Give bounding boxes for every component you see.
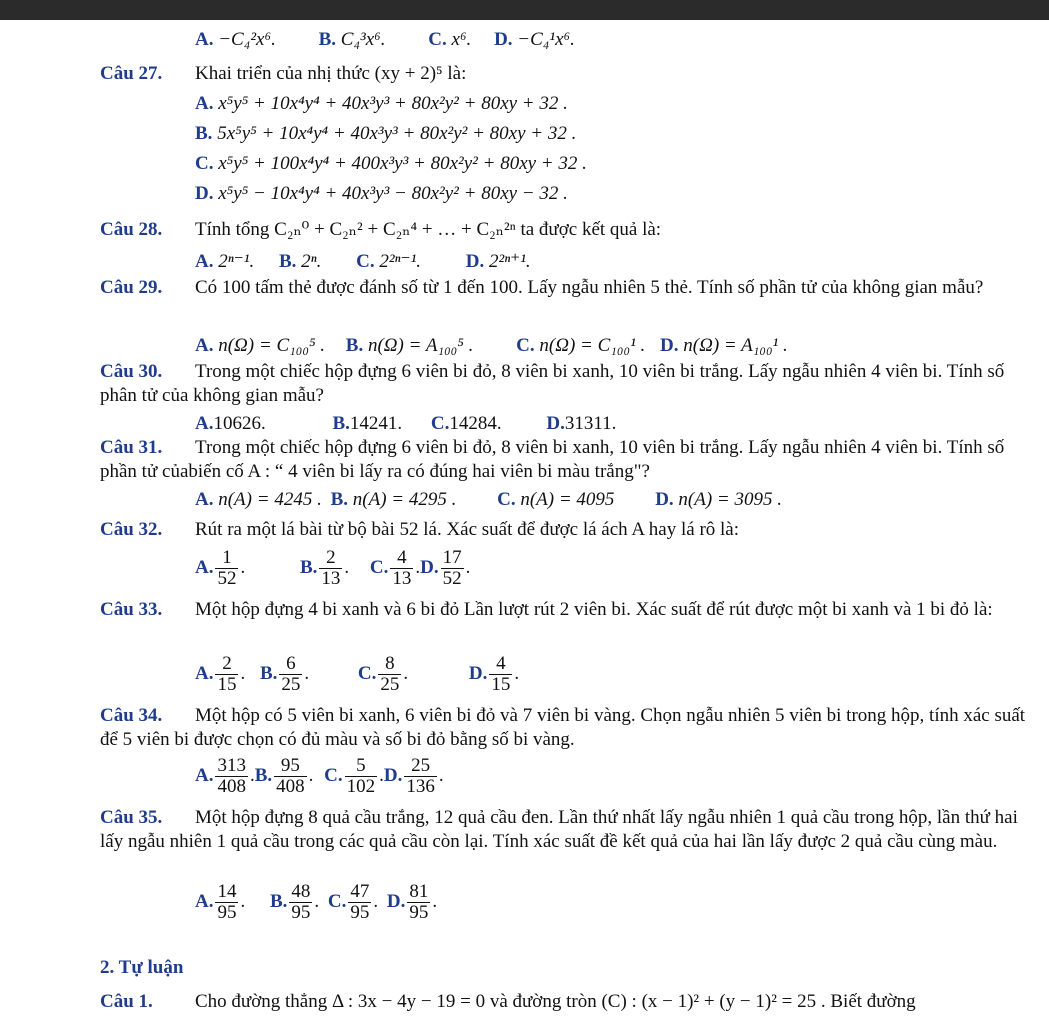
q33-options: A. $\frac{2}{15}$ . B. $\frac{6}{25}$ . C. $\frac{8}{25}$ . D. $\frac{4}{15}$ . [195, 653, 520, 695]
fraction [279, 654, 302, 695]
question-34 [100, 704, 1040, 752]
option-text: n(Ω) = C₁₀₀⁵ . [218, 335, 326, 356]
option-text: 14241. [349, 413, 403, 434]
question-text: Tính tổng C₂ₙ⁰ + C₂ₙ² + C₂ₙ⁴ + … + C₂ₙ²ⁿ ta được kết quả là: [195, 219, 662, 240]
option-label: B. [332, 413, 350, 434]
option-label: B. [345, 335, 364, 356]
fraction [390, 548, 413, 589]
question-number: Câu 30. [100, 361, 163, 382]
question-35 [100, 806, 1045, 854]
fraction [489, 654, 512, 695]
option-label: B. [254, 764, 273, 786]
option-text: −C₄¹x⁶. [517, 29, 575, 50]
question-text: Trong một chiếc hộp đựng 6 viên bi đỏ, 8 viên bi xanh, 10 viên bi trắng. Lấy ngẫu nhiên 4 viên bi. Tính số phần tử củabiến cố A : “ 4 viên bi lấy ra có đúng hai viên bi màu trắng"? [100, 437, 1005, 482]
fraction [215, 756, 248, 797]
option-label: C. [369, 556, 389, 578]
question-27 [100, 62, 466, 86]
q34-options: A. $\frac{313}{408}$ .B. $\frac{95}{408}$ . C. $\frac{5}{102}$ .D. $\frac{25}{136}$ . [195, 755, 444, 797]
numerator: 4 [390, 548, 413, 569]
fraction [215, 882, 238, 923]
denominator: 52 [217, 568, 237, 589]
option-text: n(A) = 4095 [520, 489, 615, 510]
option-text: 2ⁿ⁻¹. [218, 251, 255, 272]
numerator: 5 [345, 756, 378, 777]
option-text: C₄³x⁶. [340, 29, 386, 50]
option-label: A. [195, 662, 214, 684]
option-label: D. [494, 29, 513, 50]
question-number: Câu 31. [100, 437, 163, 458]
option-label: D. [655, 489, 674, 510]
question-29 [100, 276, 1040, 300]
q27-option-c [195, 152, 587, 176]
denominator: 408 [276, 776, 305, 797]
fraction [404, 756, 437, 797]
denominator: 95 [350, 902, 370, 923]
option-label: A. [195, 489, 214, 510]
q29-options [195, 334, 788, 358]
fraction [215, 548, 238, 589]
option-label: C. [327, 890, 347, 912]
denominator: 15 [491, 674, 511, 695]
question-text: Một hộp có 5 viên bi xanh, 6 viên bi đỏ và 7 viên bi vàng. Chọn ngẫu nhiên 5 viên bi trong hộp, tính xác suất để 5 viên bi được chọn có đủ màu và số bi đỏ bằng số bi vàng. [100, 705, 1026, 750]
option-label: A. [195, 413, 214, 434]
fraction [348, 882, 371, 923]
option-text: n(A) = 4245 . [218, 489, 322, 510]
denominator: 102 [346, 776, 376, 797]
fraction [345, 756, 378, 797]
question-number: Câu 35. [100, 807, 163, 828]
option-label: B. [259, 662, 278, 684]
numerator: 14 [217, 881, 237, 902]
option-label: C. [357, 662, 377, 684]
option-label: A. [195, 93, 214, 114]
option-label: D. [660, 335, 679, 356]
question-32 [100, 518, 739, 542]
q27-option-a [195, 92, 568, 116]
option-label: A. [195, 556, 214, 578]
question-text: Rút ra một lá bài từ bộ bài 52 lá. Xác suất để được lá ách A hay lá rô là: [195, 519, 740, 540]
q28-options [195, 250, 531, 274]
option-label: C. [324, 764, 343, 786]
denominator: 95 [409, 902, 429, 923]
question-number: Câu 28. [100, 219, 163, 240]
numerator: 48 [291, 881, 311, 902]
question-33 [100, 598, 1040, 622]
option-label: A. [195, 29, 214, 50]
fraction [215, 654, 238, 695]
option-label: A. [195, 890, 214, 912]
option-label: C. [356, 251, 375, 272]
denominator: 25 [281, 674, 301, 695]
option-label: A. [195, 335, 214, 356]
option-text: n(A) = 3095 . [678, 489, 783, 510]
option-text: −C₄²x⁶. [218, 29, 276, 50]
question-text: Một hộp đựng 8 quả cầu trắng, 12 quả cầu đen. Lần thứ nhất lấy ngẫu nhiên 1 quả cầu trong hộp, lần thứ hai lấy ngẫu nhiên 1 quả cầu trong các quả cầu còn lại. Tính xác suất đề kết quả của hai lần lấy được 2 quả cầu cùng màu. [100, 807, 1018, 852]
question-number: Câu 27. [100, 63, 163, 84]
question-text: Cho đường thẳng Δ : 3x − 4y − 19 = 0 và đường tròn (C) : (x − 1)² + (y − 1)² = 25 . Biết đường [195, 991, 916, 1012]
option-text: 14284. [449, 413, 502, 434]
question-31 [100, 436, 1040, 484]
question-number: Câu 29. [100, 277, 163, 298]
question-number: Câu 1. [100, 991, 153, 1012]
option-text: x⁶. [451, 29, 472, 50]
option-label: D. [468, 662, 488, 684]
section-heading: 2. Tự luận [100, 957, 184, 978]
fraction [441, 548, 464, 589]
numerator: 2 [319, 548, 342, 569]
option-label: C. [195, 153, 214, 174]
option-label: D. [546, 413, 565, 434]
option-text: n(A) = 4295 . [352, 489, 457, 510]
denominator: 95 [291, 902, 311, 923]
numerator: 2 [215, 654, 238, 675]
question-number: Câu 34. [100, 705, 163, 726]
fraction [289, 882, 312, 923]
option-text: n(Ω) = C₁₀₀¹ . [539, 335, 646, 356]
q27-option-d [195, 182, 568, 206]
question-28 [100, 218, 661, 242]
numerator: 25 [404, 756, 437, 777]
option-text: 2²ⁿ⁺¹. [489, 251, 531, 272]
question-text: Một hộp đựng 4 bi xanh và 6 bi đỏ Lần lượt rút 2 viên bi. Xác suất để rút được một bi xanh và 1 bi đỏ là: [195, 599, 993, 620]
option-label: C. [428, 29, 447, 50]
q31-options [195, 488, 782, 512]
option-label: B. [195, 123, 213, 144]
option-text: x⁵y⁵ + 10x⁴y⁴ + 40x³y³ + 80x²y² + 80xy + 32 . [218, 93, 568, 114]
option-text: 2ⁿ. [301, 251, 322, 272]
numerator: 81 [409, 881, 429, 902]
denominator: 408 [217, 776, 246, 797]
question-text: Trong một chiếc hộp đựng 6 viên bi đỏ, 8 viên bi xanh, 10 viên bi trắng. Lấy ngẫu nhiên 4 viên bi. Tính số phân tử của không gian mẫu? [100, 361, 1005, 406]
option-label: C. [516, 335, 535, 356]
numerator: 95 [274, 756, 307, 777]
denominator: 136 [406, 776, 435, 797]
option-text: 2²ⁿ⁻¹. [379, 251, 422, 272]
option-text: 10626. [213, 413, 266, 434]
previous-question-options [195, 28, 575, 52]
option-label: D. [383, 764, 403, 786]
option-text: x⁵y⁵ − 10x⁴y⁴ + 40x³y³ − 80x²y² + 80xy − 32 . [218, 183, 568, 204]
denominator: 15 [217, 674, 237, 695]
denominator: 13 [321, 568, 341, 589]
question-text: Có 100 tấm thẻ được đánh số từ 1 đến 100. Lấy ngẫu nhiên 5 thẻ. Tính số phần tử của không gian mẫu? [195, 277, 984, 298]
q30-options [195, 412, 616, 436]
q32-options: A. $\frac{1}{52}$ . B. $\frac{2}{13}$ . C. $\frac{4}{13}$ .D. $\frac{17}{52}$ . [195, 547, 471, 589]
numerator: 6 [279, 654, 302, 675]
essay-question-1 [100, 990, 916, 1014]
numerator: 4 [489, 654, 512, 675]
option-label: C. [430, 413, 450, 434]
top-border-bar [0, 0, 1049, 20]
numerator: 8 [378, 654, 401, 675]
numerator: 1 [215, 548, 238, 569]
denominator: 25 [380, 674, 400, 695]
question-30 [100, 360, 1040, 408]
numerator: 313 [217, 755, 246, 776]
option-label: A. [195, 764, 214, 786]
denominator: 13 [392, 568, 412, 589]
option-text: n(Ω) = A₁₀₀⁵ . [367, 335, 474, 356]
numerator: 47 [350, 881, 370, 902]
option-label: D. [386, 890, 406, 912]
option-label: B. [330, 489, 349, 510]
option-text: 5x⁵y⁵ + 10x⁴y⁴ + 40x³y³ + 80x²y² + 80xy + 32 . [217, 123, 577, 144]
question-number: Câu 32. [100, 519, 163, 540]
fraction [319, 548, 342, 589]
option-label: D. [195, 183, 214, 204]
option-text: n(Ω) = A₁₀₀¹ . [683, 335, 788, 356]
option-label: C. [497, 489, 516, 510]
option-label: B. [299, 556, 318, 578]
q27-option-b [195, 122, 576, 146]
option-label: B. [278, 251, 297, 272]
option-label: B. [269, 890, 288, 912]
option-label: B. [318, 29, 337, 50]
denominator: 52 [442, 568, 462, 589]
question-text: Khai triển của nhị thức (xy + 2)⁵ là: [195, 63, 467, 84]
question-number: Câu 33. [100, 599, 163, 620]
numerator: 17 [442, 547, 462, 568]
q35-options: A. $\frac{14}{95}$ . B. $\frac{48}{95}$ . C. $\frac{47}{95}$ . D. $\frac{81}{95}$ . [195, 881, 438, 923]
option-text: x⁵y⁵ + 100x⁴y⁴ + 400x³y³ + 80x²y² + 80xy + 32 . [218, 153, 587, 174]
option-label: D. [420, 556, 439, 578]
denominator: 95 [217, 902, 237, 923]
fraction [378, 654, 401, 695]
option-text: 31311. [564, 413, 617, 434]
option-label: D. [465, 251, 485, 272]
option-label: A. [195, 251, 214, 272]
fraction [274, 756, 307, 797]
fraction [407, 882, 430, 923]
